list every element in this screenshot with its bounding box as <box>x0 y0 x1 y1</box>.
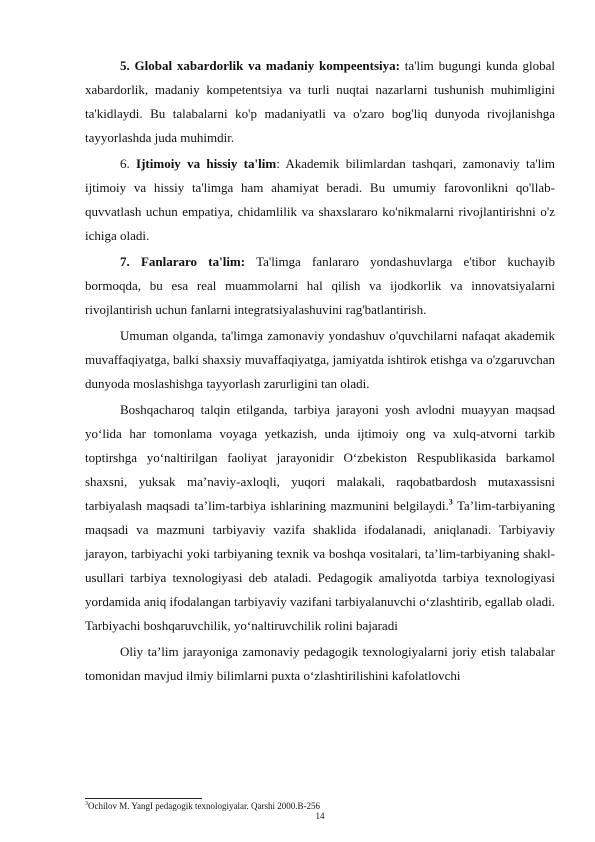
page-body <box>85 54 555 690</box>
paragraph-heading: 5. Global xabardorlik va madaniy kompeentsiya <box>120 58 396 73</box>
footnote-mark: 3 <box>85 801 88 807</box>
paragraph-heading: Ijtimoiy va hissiy ta'lim <box>136 156 277 171</box>
paragraph-number: 6. <box>120 156 137 171</box>
paragraph-upbringing <box>85 398 555 638</box>
footnote-divider <box>85 798 202 799</box>
paragraph-heading: 7. Fanlararo ta'lim: <box>120 254 246 269</box>
paragraph-text: ta'lim bugungi kunda global xabardorlik, madaniy kompetentsiya va turli nuqtai nazarlarni tushunish muhimligini ta'kidlaydi. Bu talabalarni ko'p madaniyatli va o'zaro bog'liq dunyoda rivojlanishga tayyorlashda juda muhimdir. <box>85 58 555 145</box>
paragraph-text: Umuman olganda, ta'limga zamonaviy yondashuv o'quvchilarni nafaqat akademik muvaffaqiyatga, balki shaxsiy muvaffaqiyatga, jamiyatda ishtirok etishga va o'zgaruvchan dunyoda moslashishga tayyorlash zarurligini tan oladi. <box>85 328 555 391</box>
paragraph-summary <box>85 324 555 396</box>
paragraph-text: Ta'limga fanlararo yondashuvlarga e'tibor kuchayib bormoqda, bu esa real muammolarni hal qilish va ijodkorlik va innovatsiyalarni rivojlantirish uchun fanlarni integratsiyalashuvini rag'batlantirish. <box>85 254 555 317</box>
page-number: 14 <box>315 811 325 821</box>
paragraph-text: Oliy ta’lim jarayoniga zamonaviy pedagogik texnologiyalarni joriy etish talabalar tomonidan mavjud ilmiy bilimlarni puxta o‘zlashtirilishini kafolatlovchi <box>85 644 555 683</box>
heading-colon: : <box>276 156 280 171</box>
paragraph-social-emotional <box>85 152 555 248</box>
paragraph-interdisciplinary <box>85 250 555 322</box>
paragraph-higher-education <box>85 640 555 688</box>
heading-colon: : <box>395 58 400 73</box>
footnote-text: Ochilov M. YangI pedagogik texnologiyalar. Qarshi 2000.B-256 <box>88 801 320 811</box>
paragraph-text-continued: Ta’lim-tarbiyaning maqsadi va mazmuni tarbiyaviy vazifa shaklida ifodalanadi, aniqlanadi. Tarbiyaviy jarayon, tarbiyachi yoki tarbiyaning texnik va boshqa vositalari, ta’lim-tarbiyaning shakl-usullari tarbiya texnologiyasi deb ataladi. Pedagogik amaliyotda tarbiya texnologiyasi yordamida aniq ifodalangan tarbiyaviy vazifani tarbiyalanuvchi o‘zlashtirib, egallab oladi. Tarbiyachi boshqaruvchilik, yo‘naltiruvchilik rolini bajaradi <box>85 498 555 633</box>
paragraph-global-awareness <box>85 54 555 150</box>
footnote-reference[interactable]: 3 <box>448 497 453 507</box>
paragraph-text: Akademik bilimlardan tashqari, zamonaviy ta'lim ijtimoiy va hissiy ta'limga ham ahamiyat beradi. Bu umumiy farovonlikni qo'llab-quvvatlash uchun empatiya, chidamlilik va shaxslararo ko'nikmalarni rivojlantirishni o'z ichiga oladi. <box>85 156 556 243</box>
paragraph-text: Boshqacharoq talqin etilganda, tarbiya jarayoni yosh avlodni muayyan maqsad yo‘lida har tomonlama voyaga yetkazish, unda ijtimoiy ong va xulq-atvorni tarkib toptirshga yo‘naltirilgan faoliyat jarayonidir O‘zbekiston Respublikasida barkamol shaxsni, yuksak ma’naviy-axloqli, yuqori malakali, raqobatbardosh mutaxassisni tarbiyalash maqsadi ta’lim-tarbiya ishlarining mazmunini belgilaydi. <box>85 402 555 513</box>
